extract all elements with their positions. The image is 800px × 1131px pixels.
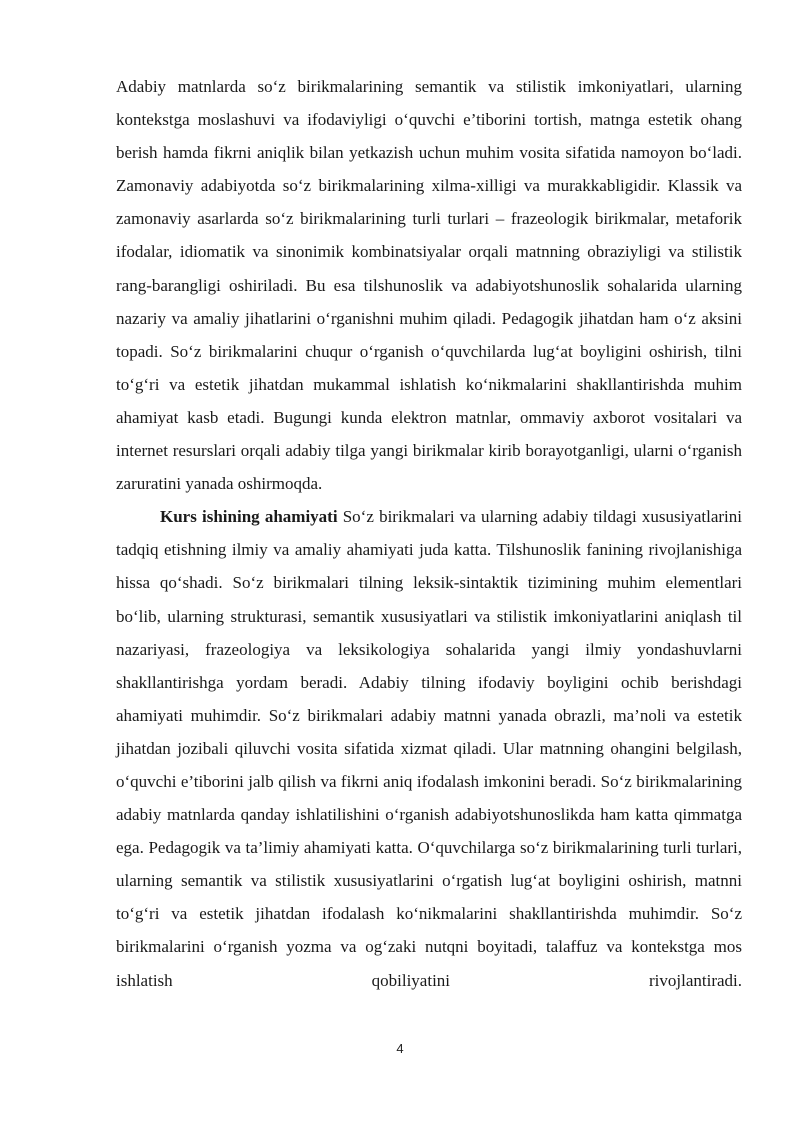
section-lead-heading: Kurs ishining ahamiyati xyxy=(160,507,338,527)
document-page xyxy=(116,70,742,997)
paragraph-intro: Adabiy matnlarda so‘z birikmalarining semantik va stilistik imkoniyatlari, ularning kontekstga moslashuvi va ifodaviyligi o‘quvchi e’tiborini tortish, matnga estetik ohang berish hamda fikrni aniqlik bilan yetkazish uchun muhim vosita sifatida namoyon bo‘ladi. Zamonaviy adabiyotda so‘z birikmalarining xilma-xilligi va murakkabligidir. Klassik va zamonaviy asarlarda so‘z birikmalarining turli turlari – frazeologik birikmalar, metaforik ifodalar, idiomatik va sinonimik kombinatsiyalar orqali matnning obraziyligi va stilistik rang-barangligi oshiriladi. Bu esa tilshunoslik va adabiyotshunoslik sohalarida ularning nazariy va amaliy jihatlarini o‘rganishni muhim qiladi. Pedagogik jihatdan ham o‘z aksini topadi. So‘z birikmalarini chuqur o‘rganish o‘quvchilarda lug‘at boyligini oshirish, tilni to‘g‘ri va estetik jihatdan mukammal ishlatish ko‘nikmalarini shakllantirishda muhim ahamiyat kasb etadi. Bugungi kunda elektron matnlar, ommaviy axborot vositalari va internet resurslari orqali adabiy tilga yangi birikmalar kirib borayotganligi, ularni o‘rganish zaruratini yanada oshirmoqda. xyxy=(116,77,742,494)
paragraph-significance-body: So‘z birikmalari va ularning adabiy tildagi xususiyatlarini tadqiq etishning ilmiy va amaliy ahamiyati juda katta. Tilshunoslik fanining rivojlanishiga hissa qo‘shadi. So‘z birikmalari tilning leksik-sintaktik tizimining muhim elementlari bo‘lib, ularning strukturasi, semantik xususiyatlari va stilistik imkoniyatlarini aniqlash til nazariyasi, frazeologiya va leksikologiya sohalarida yangi ilmiy yondashuvlarni shakllantirishga yordam beradi. Adabiy tilning ifodaviy boyligini ochib berishdagi ahamiyati muhimdir. So‘z birikmalari adabiy matnni yanada obrazli, ma’noli va estetik jihatdan jozibali qiluvchi vosita sifatida xizmat qiladi. Ular matnning ohangini belgilash, o‘quvchi e’tiborini jalb qilish va fikrni aniq ifodalash imkonini beradi. So‘z birikmalarining adabiy matnlarda qanday ishlatilishini o‘rganish adabiyotshunoslikda ham katta qimmatga ega. Pedagogik va ta’limiy ahamiyati katta. O‘quvchilarga so‘z birikmalarining turli turlari, ularning semantik va stilistik xususiyatlarini o‘rgatish lug‘at boyligini oshirish, matnni to‘g‘ri va estetik jihatdan ifodalash ko‘nikmalarini shakllantirishda muhimdir. So‘z birikmalarini o‘rganish yozma va og‘zaki nutqni boyitadi, talaffuz va kontekstga mos ishlatish qobiliyatini rivojlantiradi. xyxy=(116,507,742,990)
paragraph-significance xyxy=(116,500,742,996)
page-number: 4 xyxy=(396,1041,404,1056)
